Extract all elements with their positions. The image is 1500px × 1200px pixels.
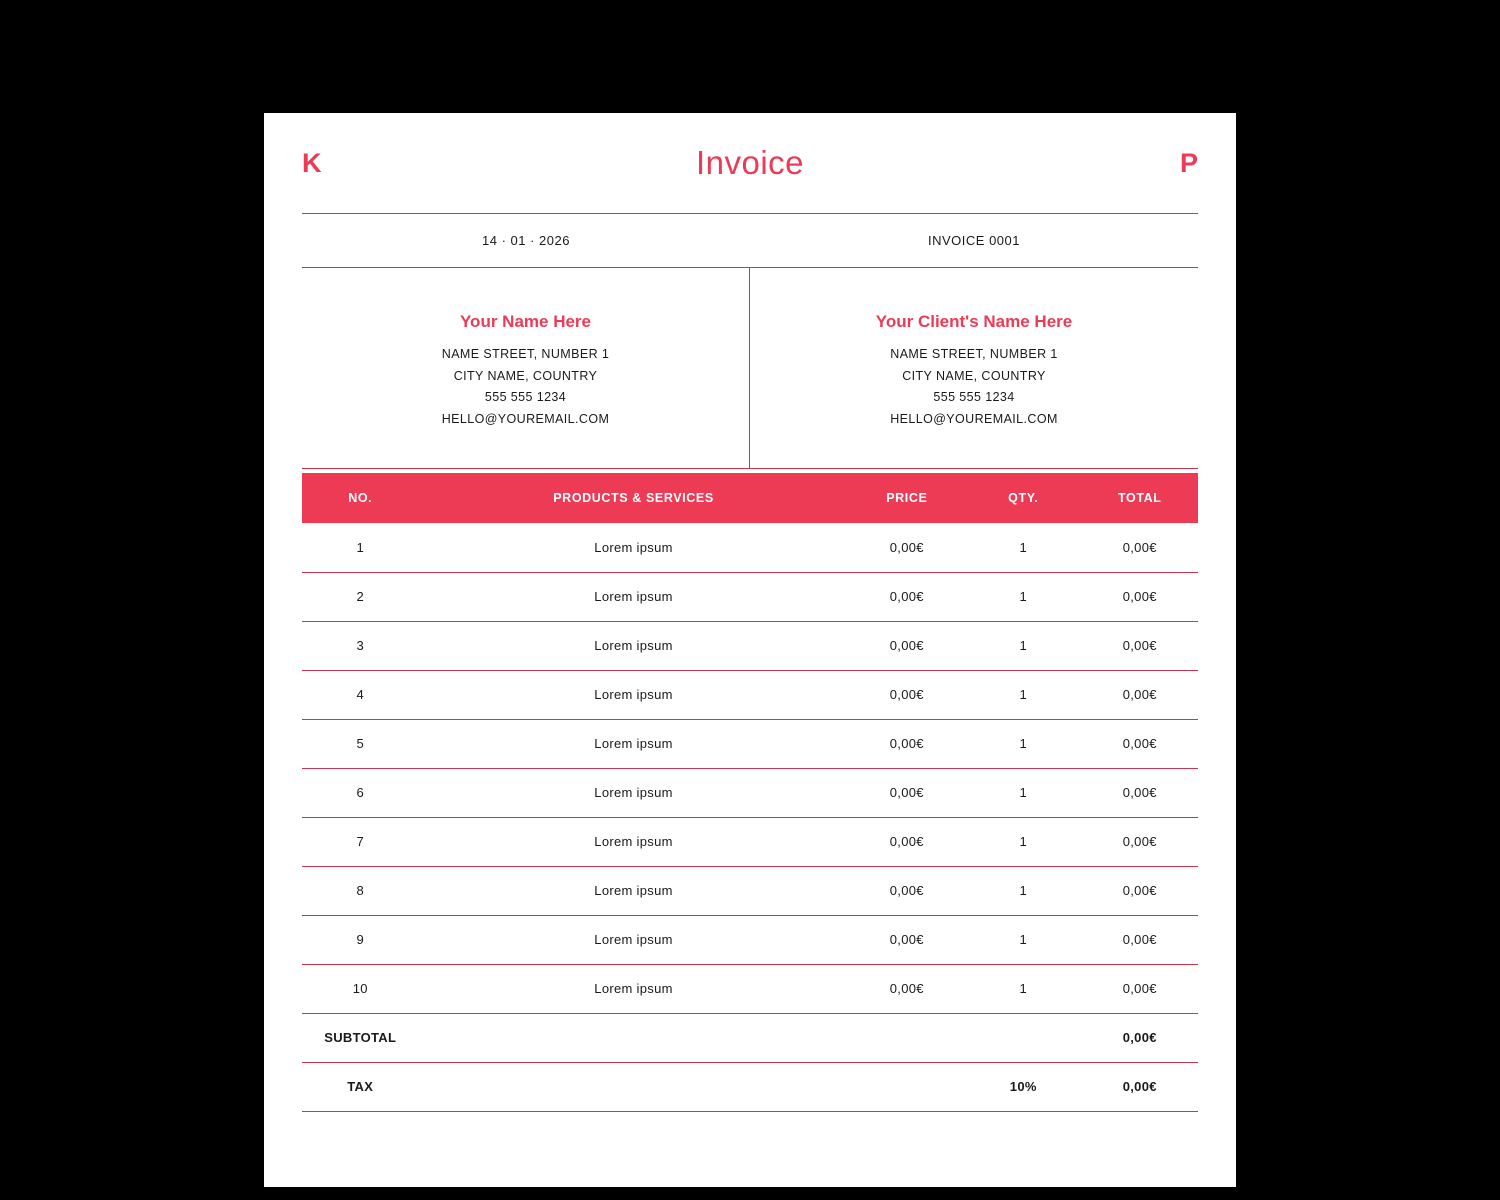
cell-no: 10 [302, 964, 418, 1013]
cell-qty: 1 [965, 621, 1081, 670]
subtotal-value: 0,00€ [1082, 1013, 1199, 1062]
cell-price: 0,00€ [849, 523, 965, 572]
logo-left: K [302, 147, 322, 178]
cell-item: Lorem ipsum [418, 621, 848, 670]
invoice-page [264, 113, 1236, 1187]
cell-item: Lorem ipsum [418, 866, 848, 915]
cell-no: 6 [302, 768, 418, 817]
table-row [302, 719, 1198, 768]
cell-qty: 1 [965, 817, 1081, 866]
cell-total: 0,00€ [1082, 621, 1199, 670]
client-email: HELLO@YOUREMAIL.COM [890, 411, 1058, 426]
cell-price: 0,00€ [849, 915, 965, 964]
parties-divider [302, 468, 1198, 469]
table-row [302, 670, 1198, 719]
parties-section [302, 268, 1198, 468]
header-price: PRICE [849, 473, 965, 523]
header-qty: QTY. [965, 473, 1081, 523]
cell-qty: 1 [965, 523, 1081, 572]
cell-total: 0,00€ [1082, 719, 1199, 768]
sender-street: NAME STREET, NUMBER 1 [441, 347, 610, 361]
tax-label: TAX [302, 1062, 418, 1111]
cell-total: 0,00€ [1082, 523, 1199, 572]
cell-no: 4 [302, 670, 418, 719]
cell-no: 9 [302, 915, 418, 964]
cell-no: 8 [302, 866, 418, 915]
client-city: CITY NAME, COUNTRY [902, 368, 1046, 383]
sender-name: Your Name Here [459, 312, 591, 331]
header-item: PRODUCTS & SERVICES [418, 473, 848, 523]
cell-item: Lorem ipsum [418, 719, 848, 768]
cell-price: 0,00€ [849, 866, 965, 915]
cell-total: 0,00€ [1082, 915, 1199, 964]
invoice-rows [302, 523, 1198, 1013]
sender-email: HELLO@YOUREMAIL.COM [441, 411, 610, 426]
table-row [302, 964, 1198, 1013]
invoice-number: INVOICE 0001 [928, 233, 1020, 248]
table-row [302, 817, 1198, 866]
sender-block [302, 268, 750, 468]
cell-qty: 1 [965, 866, 1081, 915]
cell-item: Lorem ipsum [418, 817, 848, 866]
client-block [750, 268, 1198, 468]
cell-price: 0,00€ [849, 817, 965, 866]
tax-rate: 10% [965, 1062, 1081, 1111]
subtotal-row [302, 1013, 1198, 1062]
cell-item: Lorem ipsum [418, 670, 848, 719]
table-row [302, 768, 1198, 817]
cell-qty: 1 [965, 572, 1081, 621]
cell-price: 0,00€ [849, 572, 965, 621]
cell-price: 0,00€ [849, 768, 965, 817]
tax-row [302, 1062, 1198, 1111]
cell-item: Lorem ipsum [418, 964, 848, 1013]
cell-qty: 1 [965, 964, 1081, 1013]
cell-no: 2 [302, 572, 418, 621]
client-phone: 555 555 1234 [933, 390, 1015, 404]
logo-right: P [1179, 147, 1198, 178]
tax-value: 0,00€ [1082, 1062, 1199, 1111]
header-no: NO. [302, 473, 418, 523]
table-row [302, 866, 1198, 915]
meta-row [302, 214, 1198, 267]
header-total: TOTAL [1082, 473, 1199, 523]
table-row [302, 523, 1198, 572]
cell-no: 1 [302, 523, 418, 572]
sender-phone: 555 555 1234 [484, 390, 567, 404]
cell-item: Lorem ipsum [418, 572, 848, 621]
cell-item: Lorem ipsum [418, 915, 848, 964]
cell-no: 5 [302, 719, 418, 768]
summary-rows [302, 1013, 1198, 1111]
cell-price: 0,00€ [849, 964, 965, 1013]
cell-price: 0,00€ [849, 621, 965, 670]
cell-qty: 1 [965, 719, 1081, 768]
cell-total: 0,00€ [1082, 768, 1199, 817]
sender-city: CITY NAME, COUNTRY [453, 368, 598, 383]
table-header [302, 473, 1198, 523]
cell-no: 3 [302, 621, 418, 670]
cell-qty: 1 [965, 915, 1081, 964]
table-row [302, 621, 1198, 670]
cell-price: 0,00€ [849, 719, 965, 768]
cell-item: Lorem ipsum [418, 768, 848, 817]
cell-qty: 1 [965, 768, 1081, 817]
invoice-date: 14 · 01 · 2026 [482, 233, 570, 248]
subtotal-label: SUBTOTAL [302, 1013, 418, 1062]
page-title: Invoice [695, 144, 805, 181]
client-name: Your Client's Name Here [875, 312, 1073, 331]
cell-item: Lorem ipsum [418, 523, 848, 572]
table-row [302, 915, 1198, 964]
cell-total: 0,00€ [1082, 670, 1199, 719]
cell-price: 0,00€ [849, 670, 965, 719]
cell-no: 7 [302, 817, 418, 866]
cell-total: 0,00€ [1082, 866, 1199, 915]
cell-total: 0,00€ [1082, 964, 1199, 1013]
table-row [302, 572, 1198, 621]
items-table [302, 473, 1198, 1112]
invoice-header [302, 113, 1198, 213]
cell-total: 0,00€ [1082, 817, 1199, 866]
cell-qty: 1 [965, 670, 1081, 719]
cell-total: 0,00€ [1082, 572, 1199, 621]
client-street: NAME STREET, NUMBER 1 [890, 347, 1058, 361]
